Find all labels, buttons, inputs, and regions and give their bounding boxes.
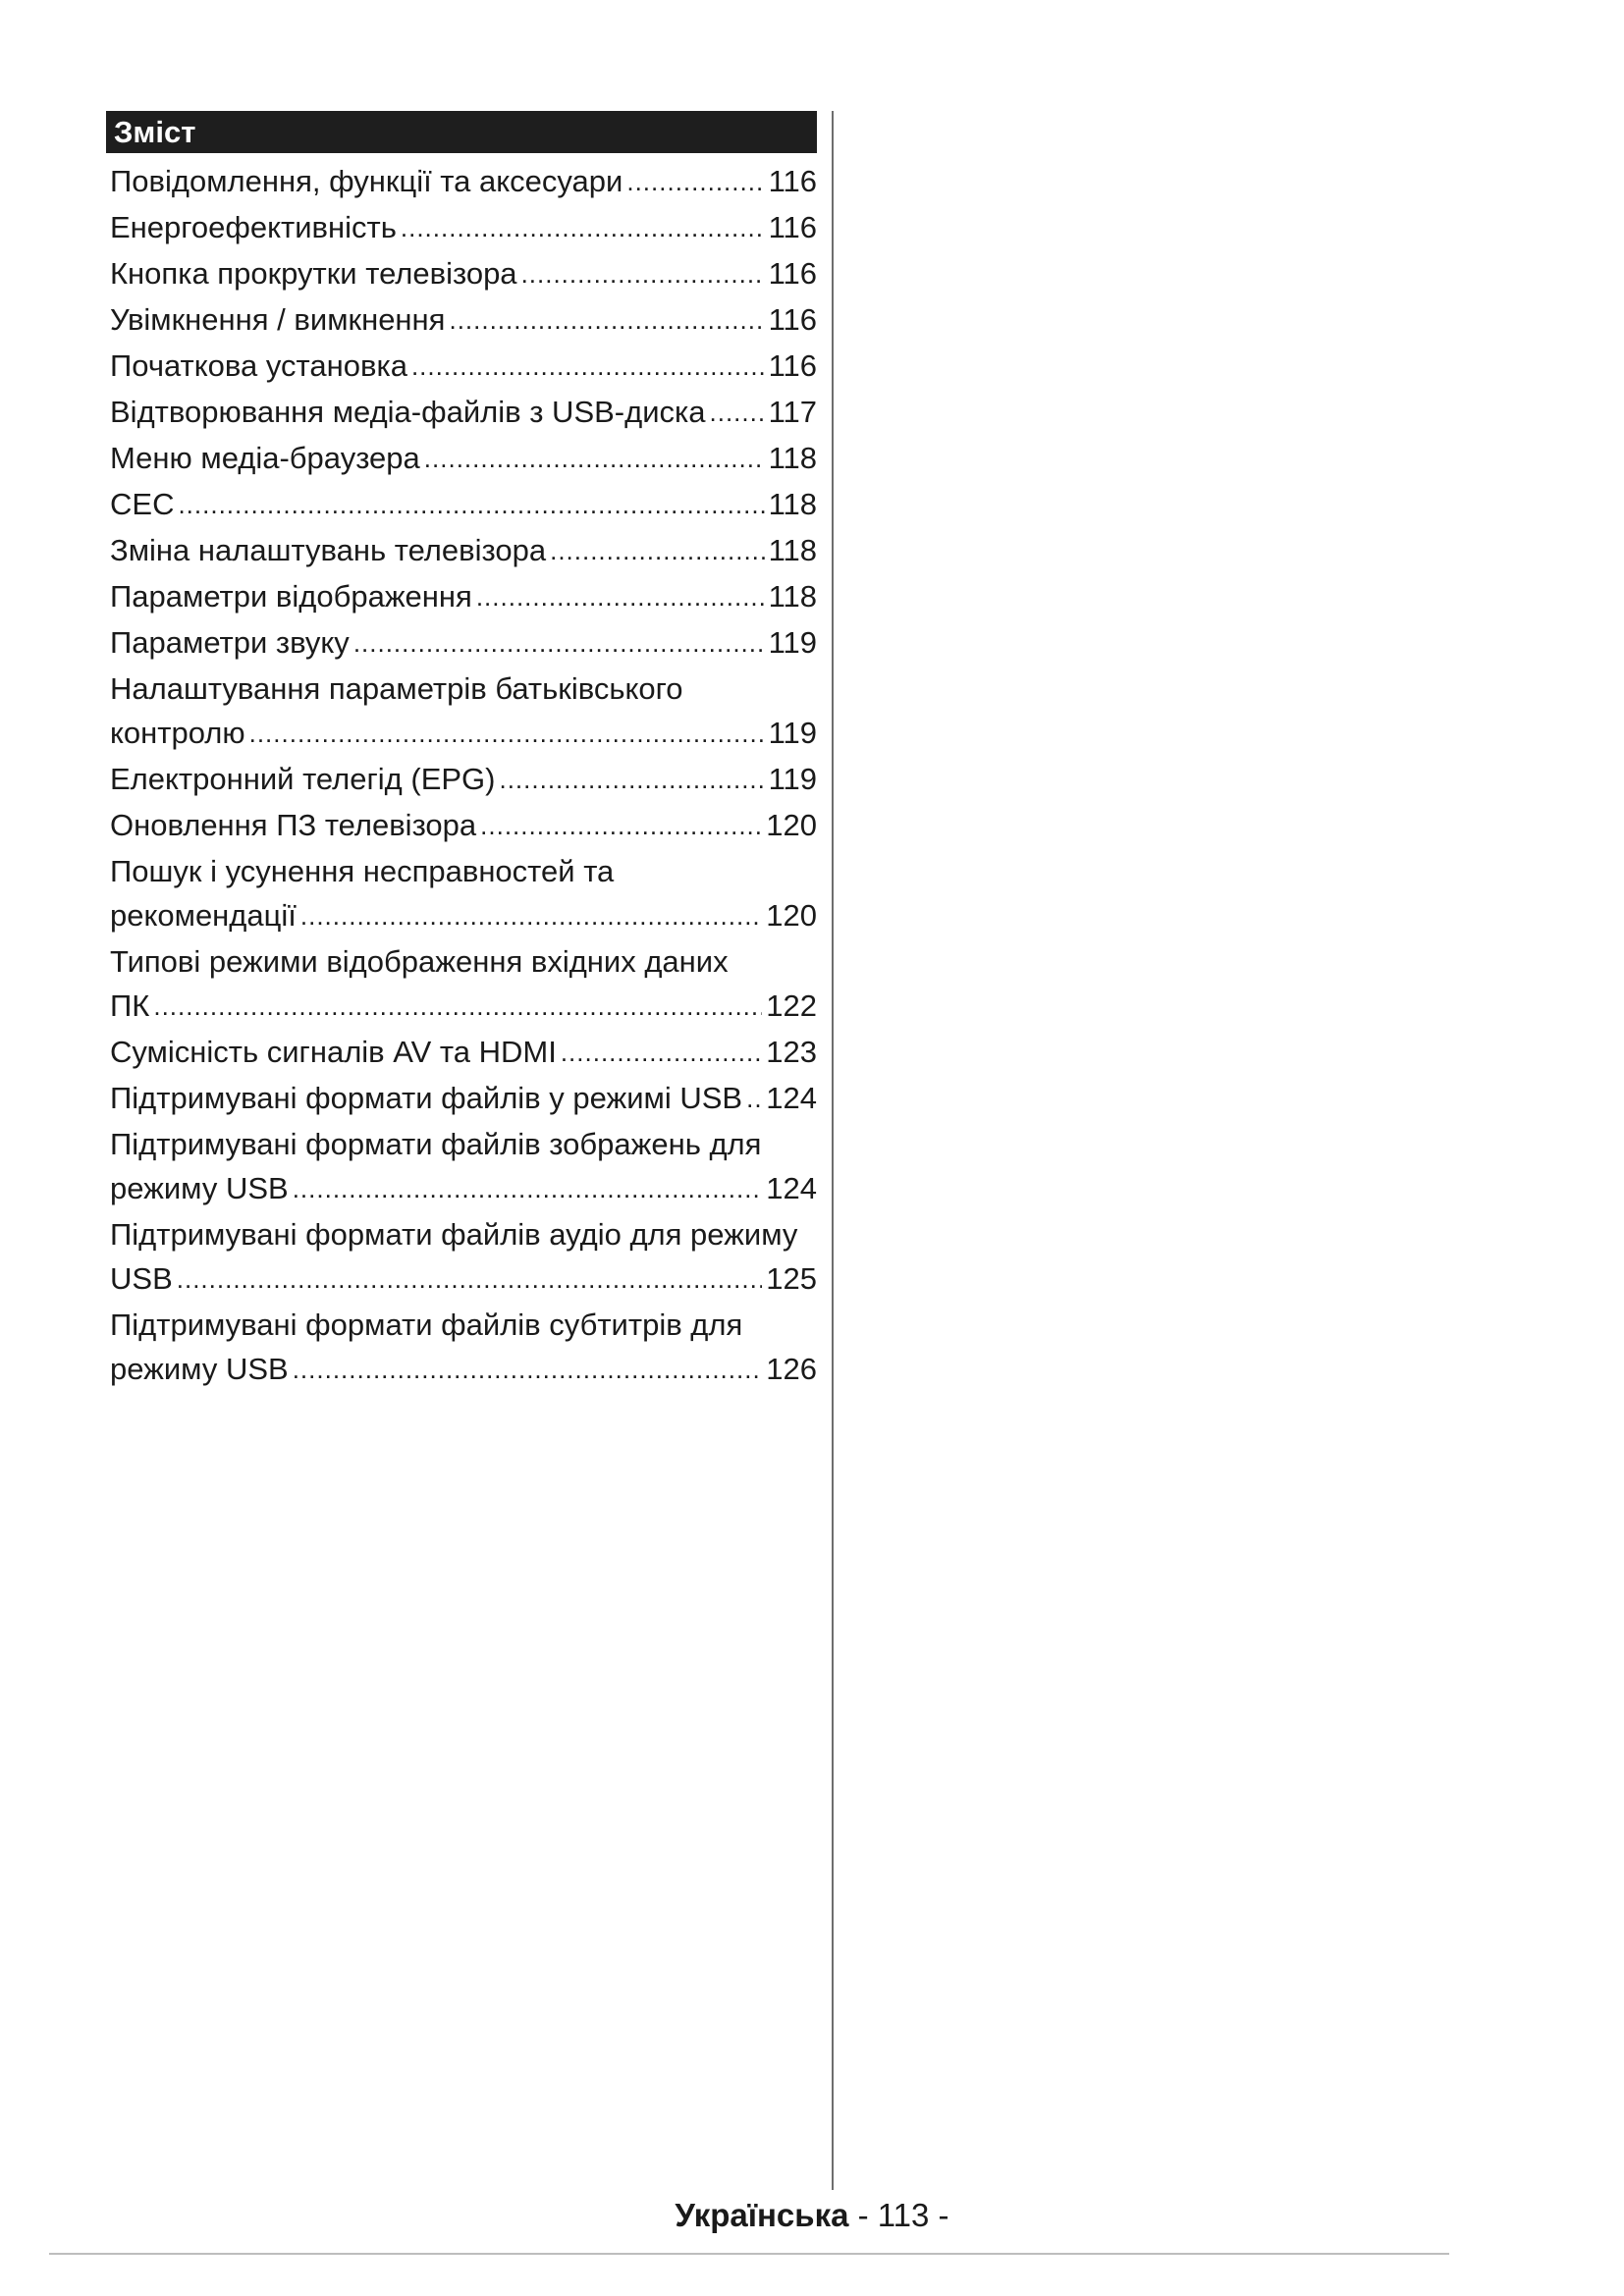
toc-leader xyxy=(521,250,765,296)
toc-leader xyxy=(480,802,762,848)
toc-entry-page: 118 xyxy=(768,579,817,614)
toc-entry[interactable] xyxy=(106,1122,817,1212)
toc-entry-page: 125 xyxy=(766,1261,817,1296)
footer-page-number: - 113 - xyxy=(857,2197,949,2233)
toc-entry[interactable] xyxy=(106,390,817,436)
toc-entry-title: Параметри відображення xyxy=(110,579,472,614)
toc-entry-page: 116 xyxy=(768,256,817,291)
toc-entry-title-line1: Пошук і усунення несправностей та xyxy=(110,854,615,888)
toc-entry-title: CEC xyxy=(110,487,175,521)
toc-entry[interactable] xyxy=(106,620,817,667)
table-of-contents xyxy=(106,111,817,1393)
toc-entry-page: 124 xyxy=(766,1171,817,1205)
toc-entry-page: 116 xyxy=(768,302,817,337)
toc-entry-title: режиму USB xyxy=(110,1171,289,1205)
toc-leader xyxy=(300,892,762,938)
toc-entry-title: Підтримувані формати файлів у режимі USB xyxy=(110,1081,743,1115)
toc-entry[interactable] xyxy=(106,1076,817,1122)
toc-entry-title: режиму USB xyxy=(110,1352,289,1386)
toc-entry[interactable] xyxy=(106,803,817,849)
toc-leader xyxy=(710,389,765,435)
toc-entry-title: рекомендації xyxy=(110,898,297,933)
toc-entry-page: 126 xyxy=(766,1352,817,1386)
toc-entry-title-line1: Підтримувані формати файлів субтитрів для xyxy=(110,1308,743,1342)
toc-entry-title: Параметри звуку xyxy=(110,625,350,660)
toc-entry-page: 118 xyxy=(768,533,817,567)
toc-entry-page: 123 xyxy=(766,1035,817,1069)
toc-entry[interactable] xyxy=(106,251,817,297)
toc-entry-title: USB xyxy=(110,1261,173,1296)
toc-entry-title-line1: Типові режими відображення вхідних даних xyxy=(110,944,729,979)
toc-entry-page: 118 xyxy=(768,487,817,521)
toc-entry[interactable] xyxy=(106,1030,817,1076)
toc-entry-title: Сумісність сигналів AV та HDMI xyxy=(110,1035,557,1069)
toc-entry-page: 116 xyxy=(768,164,817,198)
toc-entry-page: 118 xyxy=(768,441,817,475)
toc-leader xyxy=(293,1346,763,1392)
toc-entry-page: 119 xyxy=(768,625,817,660)
toc-entry[interactable] xyxy=(106,1303,817,1393)
toc-entry[interactable] xyxy=(106,757,817,803)
toc-entry-title: Кнопка прокрутки телевізора xyxy=(110,256,517,291)
toc-entry-title-line1: Налаштування параметрів батьківського xyxy=(110,671,683,706)
toc-leader xyxy=(499,756,764,802)
toc-entry[interactable] xyxy=(106,528,817,574)
toc-leader xyxy=(561,1029,762,1075)
footer-rule xyxy=(49,2253,1449,2255)
toc-entry-title: ПК xyxy=(110,988,150,1023)
toc-leader xyxy=(626,158,764,204)
toc-entry-page: 122 xyxy=(766,988,817,1023)
toc-leader xyxy=(401,204,765,250)
toc-entry-title: контролю xyxy=(110,716,245,750)
toc-entry-page: 120 xyxy=(766,898,817,933)
toc-entry-title: Оновлення ПЗ телевізора xyxy=(110,808,477,842)
column-divider xyxy=(832,111,834,2190)
toc-header: Зміст xyxy=(106,111,817,153)
toc-entry-page: 119 xyxy=(768,716,817,750)
toc-entry-page: 116 xyxy=(768,348,817,383)
toc-entry-title: Увімкнення / вимкнення xyxy=(110,302,446,337)
toc-entry-title: Початкова установка xyxy=(110,348,407,383)
toc-entry-title: Меню медіа-браузера xyxy=(110,441,420,475)
toc-entry-page: 116 xyxy=(768,210,817,244)
toc-entry-page: 120 xyxy=(766,808,817,842)
toc-entry[interactable] xyxy=(106,849,817,939)
toc-entry-title-line1: Підтримувані формати файлів зображень для xyxy=(110,1127,762,1161)
toc-entry[interactable] xyxy=(106,482,817,528)
toc-entry[interactable] xyxy=(106,205,817,251)
toc-entry-title: Енергоефективність xyxy=(110,210,397,244)
toc-entry[interactable] xyxy=(106,159,817,205)
toc-entry[interactable] xyxy=(106,436,817,482)
toc-leader xyxy=(178,481,764,527)
toc-leader xyxy=(550,527,764,573)
toc-entry-title: Повідомлення, функції та аксесуари xyxy=(110,164,623,198)
toc-leader xyxy=(746,1075,762,1121)
toc-leader xyxy=(153,983,762,1029)
toc-entry-page: 119 xyxy=(768,762,817,796)
toc-entry-page: 124 xyxy=(766,1081,817,1115)
toc-entry-page: 117 xyxy=(768,395,817,429)
toc-leader xyxy=(424,435,765,481)
toc-leader xyxy=(411,343,765,389)
page-footer xyxy=(0,2197,1624,2234)
toc-entry[interactable] xyxy=(106,939,817,1030)
toc-entry-title: Зміна налаштувань телевізора xyxy=(110,533,547,567)
footer-language: Українська xyxy=(675,2197,849,2233)
toc-entry[interactable] xyxy=(106,574,817,620)
toc-leader xyxy=(449,296,764,343)
toc-leader xyxy=(353,619,765,666)
toc-leader xyxy=(476,573,765,619)
toc-entry-title: Електронний телегід (EPG) xyxy=(110,762,496,796)
toc-entry[interactable] xyxy=(106,344,817,390)
toc-entry[interactable] xyxy=(106,297,817,344)
toc-entry[interactable] xyxy=(106,667,817,757)
toc-entry-title: Відтворювання медіа-файлів з USB-диска xyxy=(110,395,706,429)
toc-entry[interactable] xyxy=(106,1212,817,1303)
toc-leader xyxy=(177,1255,763,1302)
toc-leader xyxy=(293,1165,763,1211)
toc-leader xyxy=(249,710,765,756)
toc-entry-title-line1: Підтримувані формати файлів аудіо для режиму xyxy=(110,1217,798,1252)
